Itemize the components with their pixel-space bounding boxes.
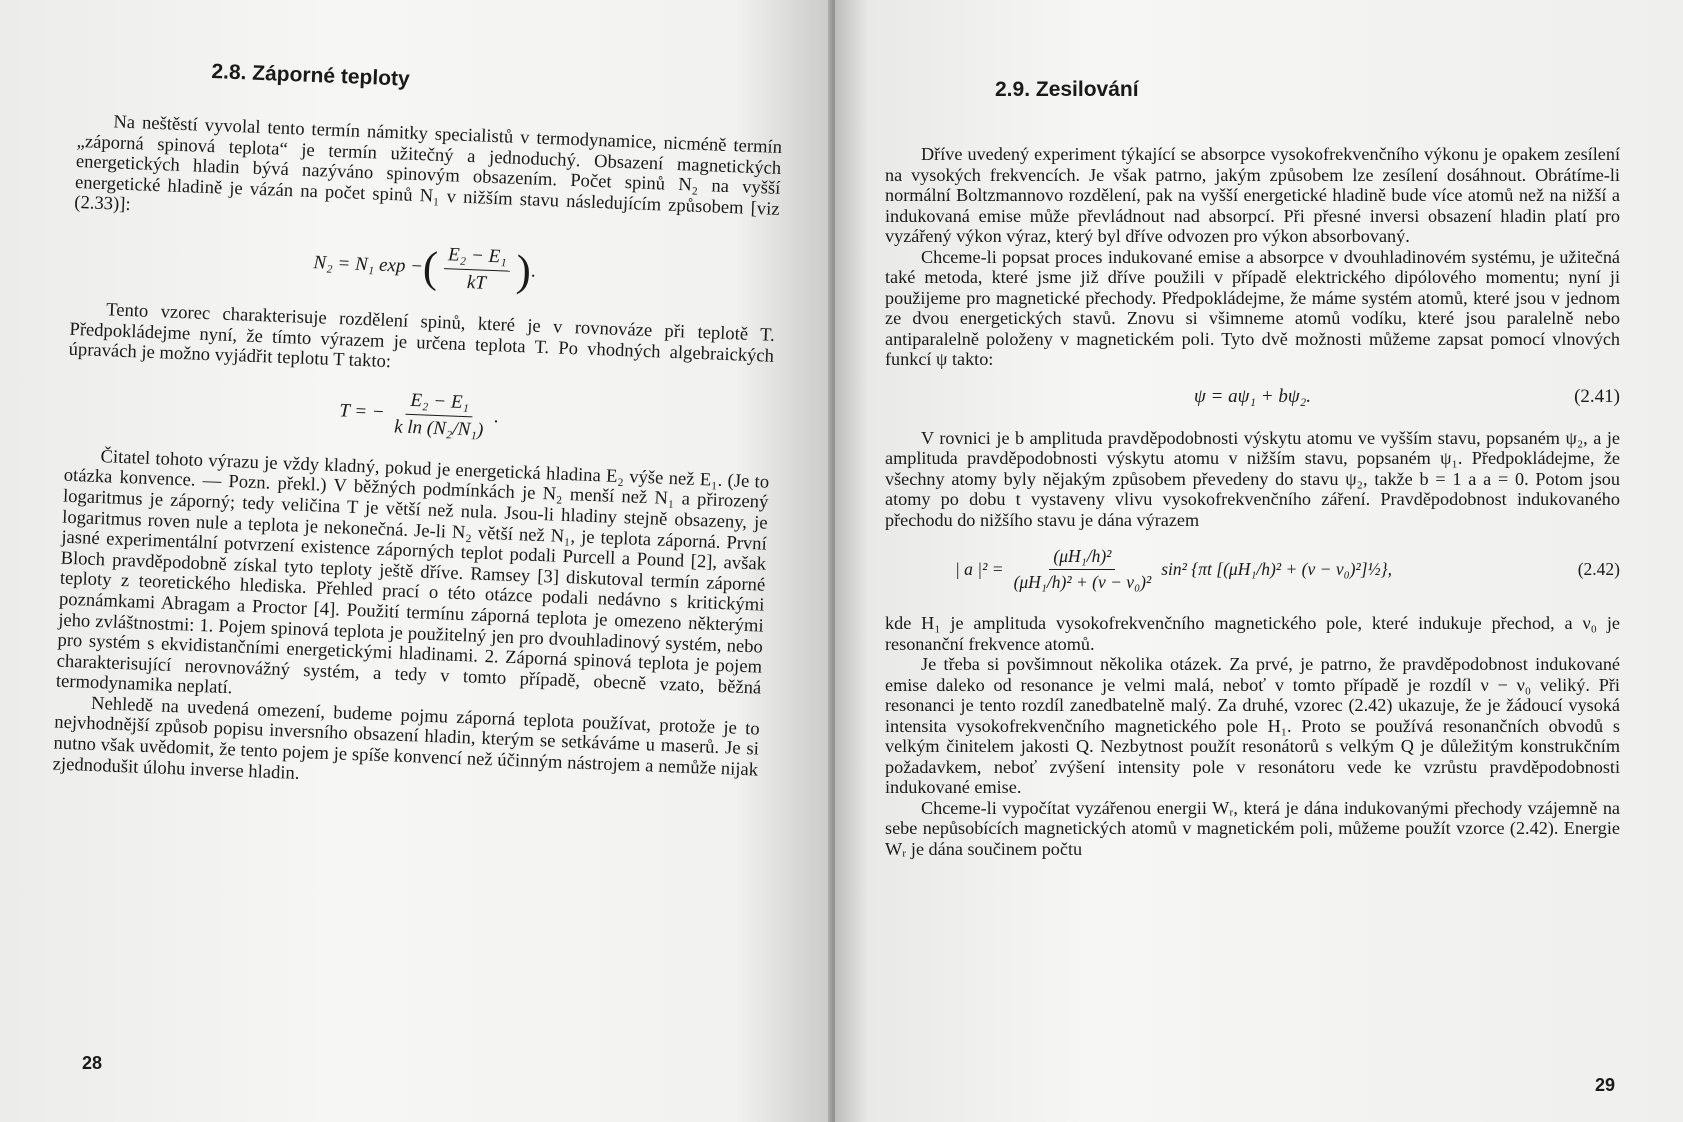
eq-lhs: T = −	[338, 400, 386, 424]
eq-numerator: (μH₁/h)²	[1049, 546, 1115, 570]
right-equation-2-42	[885, 546, 1620, 593]
eq-denominator: k ln (N₂/N₁)	[393, 416, 484, 441]
eq-numerator: E₂ − E₁	[444, 244, 512, 272]
right-page	[835, 0, 1683, 1122]
right-paragraph-4: kde H₁ je amplituda vysokofrekvenčního magnetického pole, které indukuje přechod, a ν₀ je resonanční frekvence atomů.	[885, 613, 1620, 654]
right-paragraph-6: Chceme-li vypočítat vyzářenou energii Wᵣ, která je dána indukovanými přechody vzájemně na sebe nepůsobících magnetických atomů v magnetickém poli, můžeme použít vzorce (2.42). Energie Wᵣ je dána součinem počtu	[885, 797, 1620, 859]
eq-tail: sin² {πt [(μH₁/h)² + (ν − ν₀)²]½},	[1161, 559, 1393, 579]
right-paragraph-1: Dříve uvedený experiment týkající se absorpce vysokofrekvenčního výkonu je opakem zesílení na vysokých frekvencích. Je však patrno, jakým způsobem lze zesílení dosáhnout. Obrátíme-li normální Boltzmannovo rozdělení, pak na vyšší energetické hladině bude více atomů než na nižší a indukovaná emise může převládnout nad absorpcí. Při přesné inversi obsazení hladin platí pro vyzářený výkon výraz, který byl dříve odvozen pro výkon absorbovaný.	[885, 144, 1620, 246]
eq-tail: .	[530, 260, 537, 283]
left-text-block	[52, 55, 784, 802]
left-paragraph-4: Nehledě na uvedená omezení, budeme pojmu záporná teplota používat, protože je to nejvhodnější způsob popisu inversního obsazení hladin, kterým se setkáváme u maserů. Je si nutno však uvědomit, že tento pojem je spíše konvencí než účinným nástrojem a nemůže nijak zjednodušit úlohu inverse hladin.	[52, 692, 761, 784]
left-paragraph-1: Na neštěstí vyvolal tento termín námitky specialistů v termodynamice, nicméně termín „záporná spinová teplota“ je termín užitečný a jednoduchý. Obsazení magnetických energetických hladin bývá nazýváno spinovým obsazením. Počet spinů N₂ na vyšší energetické hladině je vázán na počet spinů N₁ v nižším stavu následujícím způsobem [viz (2.33)]:	[73, 111, 783, 220]
eq-lhs: N₂ = N₁ exp −	[313, 252, 424, 278]
left-paragraph-3: Čitatel tohoto výrazu je vždy kladný, pokud je energetická hladina E₂ výše než E₁. (Je to otázka konvence. — Pozn. překl.) V běžných podmínkách je N₂ menší než N₁ a přirozený logaritmus je záporný; tedy veličina T je větší než nula. Jsou-li hladiny stejně obsazeny, je logaritmus roven nule a teplota je nekonečná. Je-li N₂ větší než N₁, je teplota záporná. První jasné experimentální potvrzení existence záporných teplot podali Purcell a Pound [2], avšak Bloch pravděpodobně získal tyto teploty ještě dříve. Ramsey [3] diskutoval termín záporné teploty z teoretického hlediska. Přehled prací o této otázce podali nedávno s kritickými poznámkami Abragam a Proctor [4]. Použití termínu záporná teplota je omezeno některými jeho zvláštnostmi: 1. Pojem spinová teplota je použitelný jen pro dvouhladinový systém, nebo pro systém s ekvidistančními energetickými hladinami. 2. Záporná spinová teplota je pojem charakterisující nerovnovážný systém, a tedy v tomto případě, obecně vzato, běžná termodynamika neplatí.	[55, 445, 770, 699]
right-paragraph-3: V rovnici je b amplituda pravděpodobnosti výskytu atomu ve vyšším stavu, popsaném ψ₂, a je amplituda pravděpodobnosti výskytu atomu v nižším stavu, popsaném ψ₁. Předpokládejme, že všechny atomy byly nějakým způsobem převedeny do stavu ψ₂, takže b = 1 a a = 0. Potom jsou atomy po dobu t vystaveny vlivu vysokofrekvenčního záření. Pravděpodobnost indukovaného přechodu do nižšího stavu je dána výrazem	[885, 427, 1620, 530]
eq-lhs: | a |² =	[955, 559, 1004, 579]
eq-denominator: kT	[466, 271, 487, 294]
eq-tail: .	[493, 406, 499, 428]
page-number-left: 28	[82, 1053, 103, 1073]
left-equation-1: N₂ = N₁ exp − ( $\frac{\text{E₂ − E₁}}{kT}$ ) .	[313, 242, 537, 296]
eq-number: (2.42)	[1577, 559, 1620, 579]
eq-denominator: (μH₁/h)² + (ν − ν₀)²	[1013, 572, 1152, 592]
left-equation-2	[66, 377, 772, 453]
right-paragraph-5: Je třeba si povšimnout několika otázek. Za prvé, je patrno, že pravděpodobnost indukované emise daleko od resonance je velmi malá, neboť v tomto případě je rozdíl ν − ν₀ veliký. Při resonanci je tento rozdíl zanedbatelně malý. Za druhé, vzorec (2.42) ukazuje, že je žádoucí vysoká intensita vysokofrekvenčního magnetického pole H₁. Proto se používá resonančních obvodů s velkým činitelem jakosti Q. Nezbytnost použít resonátorů s velkým Q je důležitým konstrukčním požadavkem, neboť zvýšení intensity pole v resonátoru vede ke vzrůstu pravděpodobnosti indukované emise.	[885, 654, 1620, 797]
eq-number: (2.41)	[1574, 385, 1620, 407]
eq-expression: ψ = aψ₁ + bψ₂.	[1193, 385, 1311, 407]
left-paragraph-2: Tento vzorec charakterisuje rozdělení spinů, které je v rovnováze při teplotě T. Předpokládejme nyní, že tímto výrazem je určena teplota T. Po vhodných algebraických úpravách je možno vyjádřit teplotu T takto:	[68, 299, 776, 373]
section-title-2-9: 2.9. Zesilování	[995, 78, 1139, 101]
eq-numerator: E₂ − E₁	[406, 390, 474, 418]
left-page	[0, 0, 835, 1122]
page-number-right: 29	[1595, 1075, 1616, 1095]
right-equation-2-41	[885, 386, 1620, 408]
section-title-2-8: 2.8. Záporné teploty	[211, 60, 411, 91]
eq-fraction	[1010, 546, 1156, 593]
right-text-block	[885, 78, 1620, 859]
eq-fraction	[390, 389, 489, 442]
eq-fraction	[443, 244, 512, 296]
right-paragraph-2: Chceme-li popsat proces indukované emise a absorpce v dvouhladinovém systému, je užitečná také metoda, které jsme již dříve použili v případě elektrického dipólového momentu; nyní ji použijeme pro magnetické přechody. Předpokládejme, že máme systém atomů, které jsou v jednom ze dvou energetických stavů. Znovu si všimneme atomů vodíku, které jsou paralelně nebo antiparalelně položeny v magnetickém poli. Tyto dvě možnosti můžeme zapsat pomocí vlnových funkcí ψ takto:	[885, 246, 1620, 369]
